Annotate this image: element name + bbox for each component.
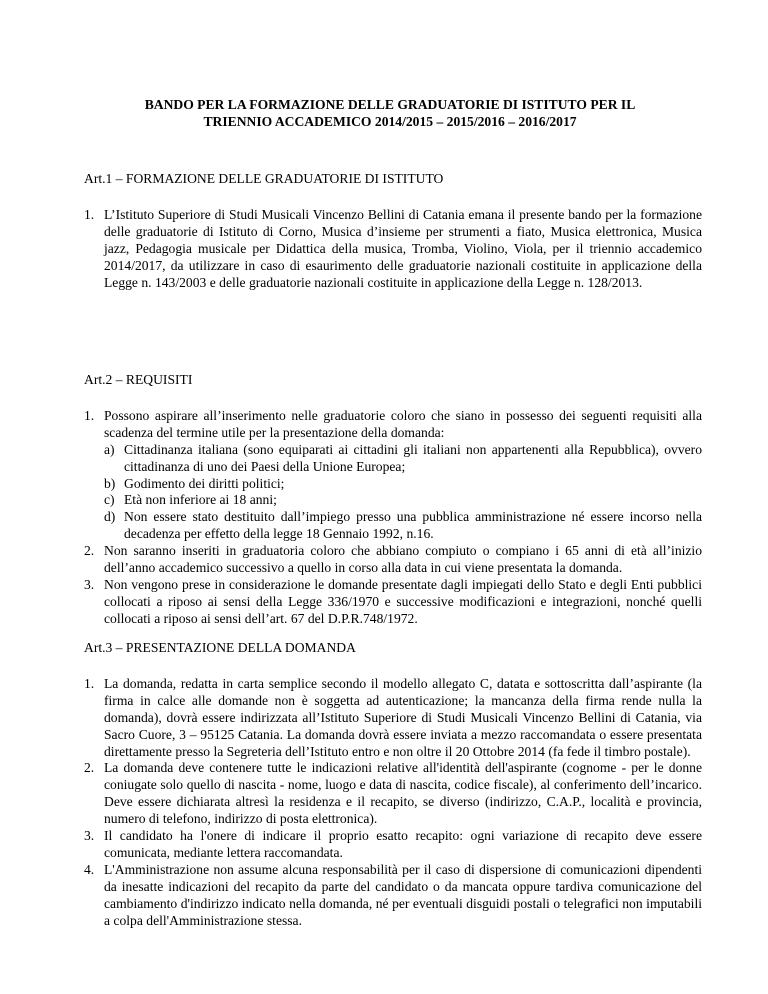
sublist-item [104,509,702,543]
requirements-sublist [104,442,702,543]
list-item [84,408,702,543]
item-text: Possono aspirare all’inserimento nelle graduatorie coloro che siano in possesso dei seguenti requisiti alla scadenza del termine utile per la presentazione della domanda: [104,407,702,440]
document-title [80,96,700,130]
list-item [84,577,702,628]
list-item [84,676,702,761]
item-text: L'Amministrazione non assume alcuna responsabilità per il caso di dispersione di comunicazioni dipendenti da inesatte indicazioni del recapito da parte del candidato o da mancata oppure tardiva comunicazione del cambiamento d'indirizzo indicato nella domanda, né per eventuali disguidi postali o telegrafici non imputabili a colpa dell'Amministrazione stessa. [104,861,702,928]
sub-text: Godimento dei diritti politici; [124,475,285,491]
item-text: Non saranno inseriti in graduatoria coloro che abbiano compiuto o compiano i 65 anni di età all’inizio dell’anno accademico successivo a quello in corso alla data in cui viene presentata la domanda. [104,543,702,576]
sub-text: Età non inferiore ai 18 anni; [124,492,277,508]
article-2 [84,372,702,628]
item-number: 3. [84,828,95,844]
item-number: 1. [84,206,95,222]
sub-letter: c) [104,492,115,508]
item-number: 2. [84,543,95,559]
sub-letter: a) [104,441,115,457]
article-1-list [84,207,702,292]
sub-letter: b) [104,475,116,491]
sublist-item [104,492,702,509]
article-3-heading: Art.3 – PRESENTAZIONE DELLA DOMANDA [84,640,356,655]
item-number: 4. [84,861,95,877]
list-item [84,828,702,862]
list-item [84,543,702,577]
item-text: La domanda, redatta in carta semplice secondo il modello allegato C, datata e sottoscritta dall’aspirante (la firma in calce alle domande non è soggetta ad autenticazione; la mancanza della firma rende nulla la domanda), dovrà essere indirizzata all’Istituto Superiore di Studi Musicali Vincenzo Bellini di Catania, via Sacro Cuore, 3 – 95125 Catania. La domanda dovrà essere inviata a mezzo raccomandata o essere presentata direttamente presso la Segreteria dell’Istituto entro e non oltre il 20 Ottobre 2014 (fa fede il timbro postale). [104,675,702,759]
article-3-list [84,676,702,930]
sub-letter: d) [104,509,116,525]
item-text: L’Istituto Superiore di Studi Musicali Vincenzo Bellini di Catania emana il presente bando per la formazione delle graduatorie di Istituto di Corno, Musica d’insieme per strumenti a fiato, Musica elettronica, Musica jazz, Pedagogia musicale per Didattica della musica, Tromba, Violino, Viola, per il triennio accademico 2014/2017, da utilizzare in caso di esaurimento delle graduatorie nazionali costituite in applicazione della Legge n. 143/2003 e delle graduatorie nazionali costituite in applicazione della Legge n. 128/2013. [104,206,702,290]
title-line-2: TRIENNIO ACCADEMICO 2014/2015 – 2015/2016 – 2016/2017 [203,114,577,129]
item-text: Non vengono prese in considerazione le domande presentate dagli impiegati dello Stato e degli Enti pubblici collocati a riposo ai sensi della Legge 336/1970 e successive modificazioni e integrazioni, nonché quelli collocati a riposo ai sensi dell’art. 67 del D.P.R.748/1972. [104,576,702,626]
item-number: 3. [84,576,95,592]
article-3 [84,640,702,930]
list-item [84,862,702,930]
item-number: 1. [84,407,95,423]
article-1-heading: Art.1 – FORMAZIONE DELLE GRADUATORIE DI ISTITUTO [84,171,444,186]
item-number: 2. [84,760,95,776]
item-number: 1. [84,675,95,691]
article-2-heading: Art.2 – REQUISITI [84,372,193,387]
list-item [84,760,702,828]
item-text: Il candidato ha l'onere di indicare il proprio esatto recapito: ogni variazione di recapito deve essere comunicata, mediante lettera raccomandata. [104,828,702,860]
sub-text: Non essere stato destituito dall’impiego presso una pubblica amministrazione né essere incorso nella decadenza per effetto della legge 18 Gennaio 1992, n.16. [124,509,702,542]
list-item [84,207,702,292]
article-1 [84,171,702,291]
sublist-item [104,476,702,493]
article-2-list [84,408,702,628]
item-text: La domanda deve contenere tutte le indicazioni relative all'identità dell'aspirante (cognome - per le donne coniugate solo quello di nascita - nome, luogo e data di nascita, codice fiscale), al conferimento dell’incarico. Deve essere dichiarata altresì la residenza e il recapito, se diverso (indirizzo, C.A.P., località e provincia, numero di telefono, indirizzo di posta elettronica). [104,760,702,827]
title-line-1: BANDO PER LA FORMAZIONE DELLE GRADUATORIE DI ISTITUTO PER IL [144,97,636,112]
sub-text: Cittadinanza italiana (sono equiparati ai cittadini gli italiani non appartenenti alla Repubblica), ovvero cittadinanza di uno dei Paesi della Unione Europea; [124,441,702,474]
sublist-item [104,442,702,476]
